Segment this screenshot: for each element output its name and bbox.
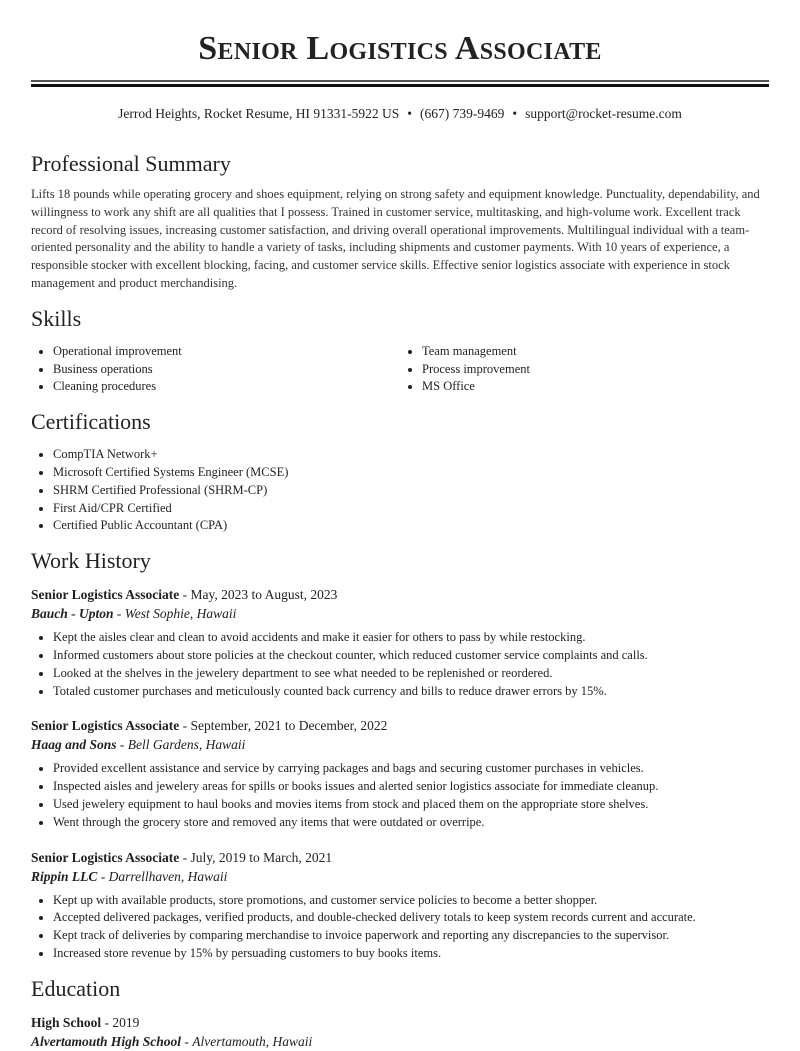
- job-title: Senior Logistics Associate: [31, 849, 180, 865]
- job-title-line: Senior Logistics Associate - July, 2019 to March, 2021: [31, 849, 333, 865]
- education-degree-line: High School - 2019: [31, 1014, 140, 1030]
- section-heading-summary: Professional Summary: [31, 151, 231, 176]
- job-entry: [31, 848, 769, 963]
- skills-list: [31, 343, 769, 396]
- job-bullets: [31, 760, 769, 831]
- skill-item: • Team management: [422, 343, 769, 361]
- job-title: Senior Logistics Associate: [31, 718, 180, 734]
- education-degree: High School: [31, 1014, 102, 1030]
- education-school: Alvertamouth High School: [31, 1033, 182, 1049]
- job-bullet: • Kept the aisles clear and clean to avoid accidents and make it easier for others to pass by while restocking.: [53, 629, 769, 647]
- skill-item: • Process improvement: [422, 361, 769, 379]
- section-heading-certifications: Certifications: [31, 409, 151, 435]
- job-company: Bauch - Upton: [31, 606, 114, 622]
- job-dates: September, 2021 to December, 2022: [190, 718, 388, 734]
- skill-item: • Cleaning procedures: [53, 378, 400, 396]
- job-location: Darrellhaven, Hawaii: [108, 868, 228, 884]
- contact-phone: (667) 739-9469: [420, 106, 505, 121]
- job-title-line: Senior Logistics Associate - September, 2021 to December, 2022: [31, 718, 388, 734]
- job-company: Haag and Sons: [31, 737, 117, 753]
- certification-item: • SHRM Certified Professional (SHRM-CP): [53, 482, 769, 500]
- contact-email[interactable]: support@rocket-resume.com: [525, 106, 682, 121]
- skill-item: • Operational improvement: [53, 343, 400, 361]
- education-location: Alvertamouth, Hawaii: [192, 1033, 313, 1049]
- job-entry: [31, 716, 769, 831]
- job-title-line: Senior Logistics Associate - May, 2023 to August, 2023: [31, 587, 338, 603]
- job-dates: May, 2023 to August, 2023: [190, 587, 338, 603]
- rule-thin: [31, 80, 769, 82]
- job-company-line: Haag and Sons - Bell Gardens, Hawaii: [31, 737, 246, 753]
- job-bullet: • Looked at the shelves in the jewelery department to see what needed to be replenished or reordered.: [53, 665, 769, 683]
- certifications-list: [31, 446, 769, 535]
- job-bullet: • Kept up with available products, store promotions, and customer service policies to become a better shopper.: [53, 892, 769, 910]
- contact-line: [31, 106, 769, 122]
- job-bullet: • Used jewelery equipment to haul books and movies items from stock and placed them on the appropriate store shelves.: [53, 796, 769, 814]
- section-heading-work-history: Work History: [31, 548, 151, 574]
- certification-item: • First Aid/CPR Certified: [53, 500, 769, 518]
- job-bullet: • Went through the grocery store and removed any items that were outdated or overripe.: [53, 814, 769, 832]
- job-location: Bell Gardens, Hawaii: [127, 737, 246, 753]
- job-bullets: [31, 629, 769, 700]
- job-bullets: [31, 892, 769, 963]
- job-location: West Sophie, Hawaii: [124, 606, 237, 622]
- rule-thick: [31, 84, 769, 87]
- certification-item: • Certified Public Accountant (CPA): [53, 517, 769, 535]
- page-title: Senior Logistics Associate: [198, 30, 602, 67]
- job-company-line: Rippin LLC - Darrellhaven, Hawaii: [31, 868, 228, 884]
- summary-text: Lifts 18 pounds while operating grocery and shoes equipment, relying on strong safety and equipment knowledge. Punctuality, dependability, and willingness to work any shift are all qualities that I possess. Trained in customer service, multitasking, and high-volume work. Excellent track record of resolving issues, increasing customer satisfaction, and driving overall operational improvements. Multilingual individual with a team-oriented personality and the ability to handle a variety of tasks, including shipments and customer payments. With 10 years of experience, a responsible stocker with excellent blocking, facing, and customer service skills. Effective senior logistics associate with experience in stock management and product merchandising.: [31, 187, 760, 290]
- job-company-line: Bauch - Upton - West Sophie, Hawaii: [31, 606, 237, 622]
- education-entry: [31, 1013, 769, 1051]
- job-title: Senior Logistics Associate: [31, 587, 180, 603]
- job-bullet: • Provided excellent assistance and service by carrying packages and bags and securing customer purchases in vehicles.: [53, 760, 769, 778]
- bullet-separator: •: [512, 106, 518, 121]
- job-bullet: • Increased store revenue by 15% by persuading customers to buy books items.: [53, 945, 769, 963]
- certification-item: • CompTIA Network+: [53, 446, 769, 464]
- job-bullet: • Accepted delivered packages, verified products, and double-checked delivery totals to keep system records current and accurate.: [53, 909, 769, 927]
- header-double-rule: [31, 80, 769, 87]
- skills-column-left: [31, 343, 400, 396]
- job-bullet: • Inspected aisles and jewelery areas for spills or books issues and alerted senior logistics associate for immediate cleanup.: [53, 778, 769, 796]
- job-bullet: • Kept track of deliveries by comparing merchandise to invoice paperwork and reporting any discrepancies to the supervisor.: [53, 927, 769, 945]
- education-year: 2019: [112, 1014, 140, 1030]
- skill-item: • MS Office: [422, 378, 769, 396]
- bullet-separator: •: [407, 106, 413, 121]
- certification-item: • Microsoft Certified Systems Engineer (MCSE): [53, 464, 769, 482]
- section-heading-skills: Skills: [31, 305, 82, 331]
- contact-address: Jerrod Heights, Rocket Resume, HI 91331-5922 US: [118, 106, 400, 121]
- job-bullet: • Totaled customer purchases and meticulously counted back currency and bills to reduce drawer errors by 15%.: [53, 683, 769, 701]
- section-heading-education: Education: [31, 975, 121, 1001]
- job-entry: [31, 585, 769, 700]
- job-company: Rippin LLC: [31, 868, 98, 884]
- education-school-line: Alvertamouth High School - Alvertamouth, Hawaii: [31, 1033, 313, 1049]
- skills-column-right: [400, 343, 769, 396]
- job-bullet: • Informed customers about store policies at the checkout counter, which reduced customer service complaints and calls.: [53, 647, 769, 665]
- skill-item: • Business operations: [53, 361, 400, 379]
- job-dates: July, 2019 to March, 2021: [190, 849, 333, 865]
